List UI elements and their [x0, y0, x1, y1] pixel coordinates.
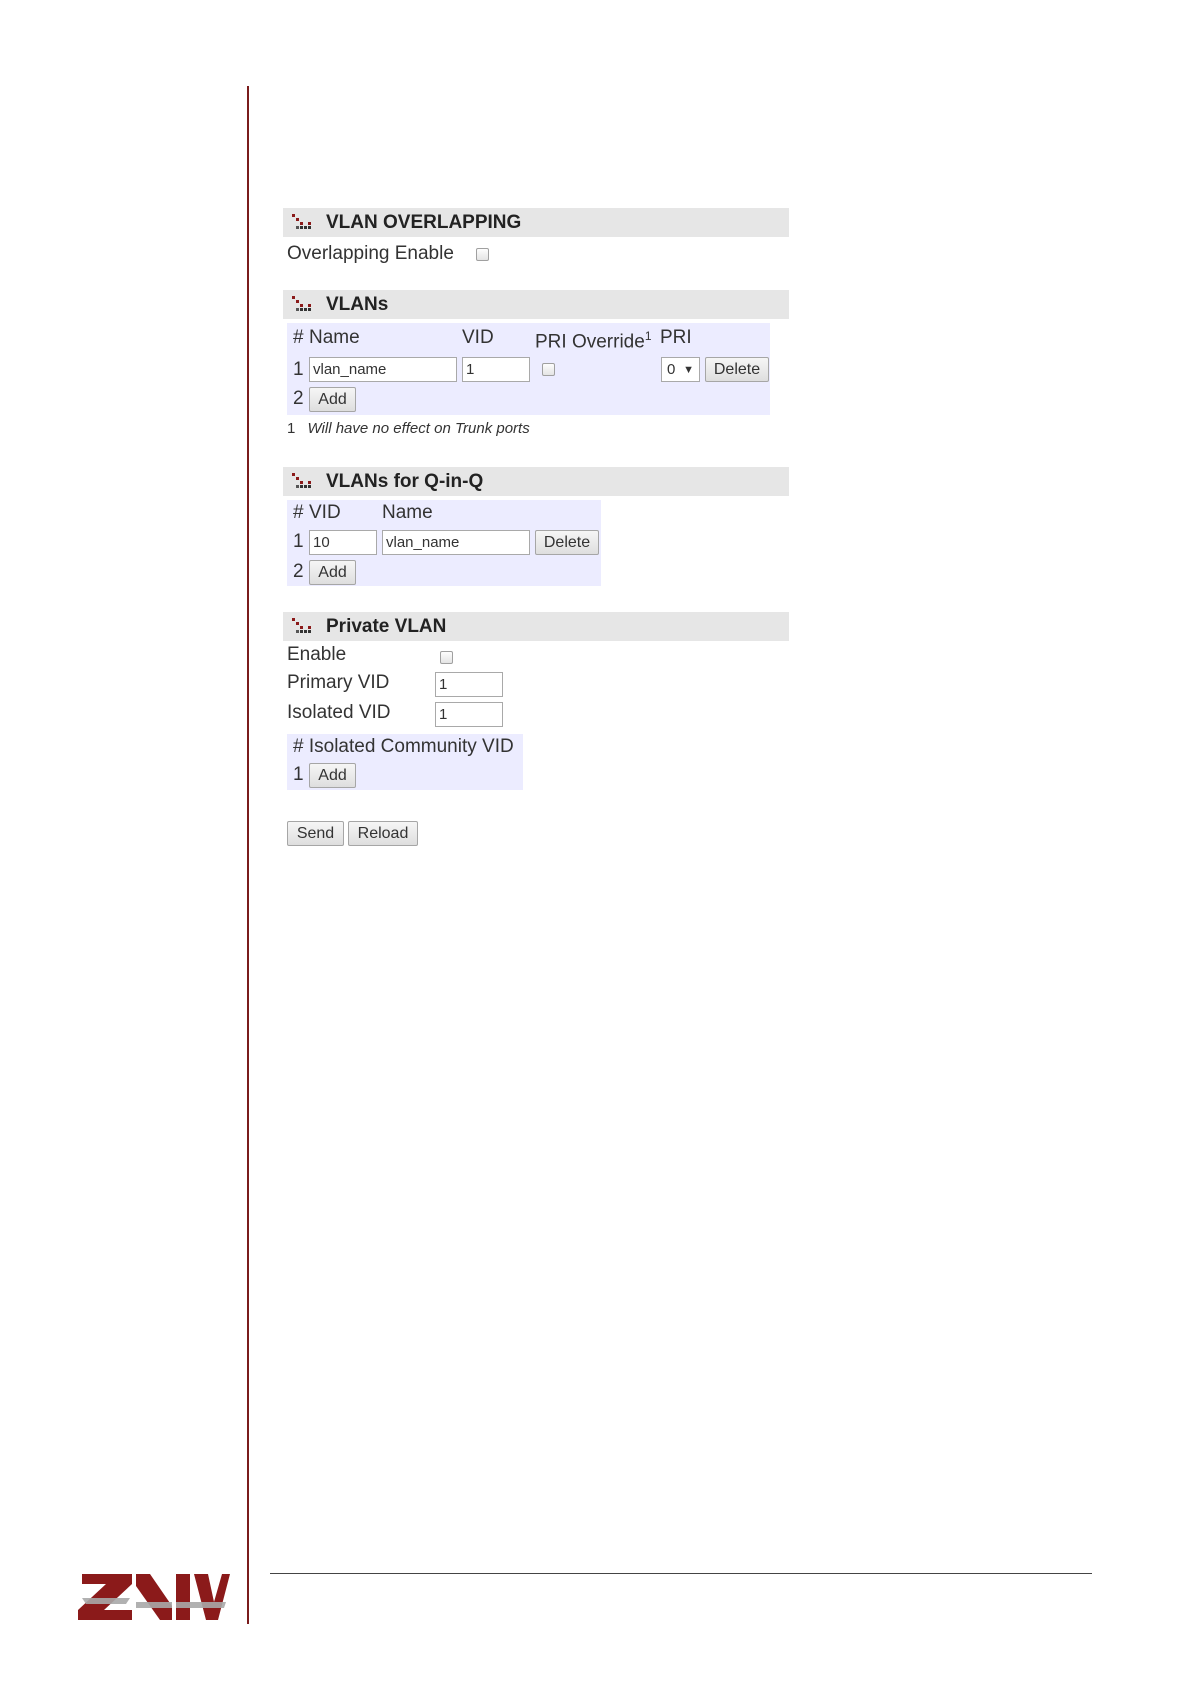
pri-select[interactable]: [661, 357, 700, 382]
row-number: 1: [293, 531, 304, 552]
primary-vid-input[interactable]: 1: [435, 672, 503, 697]
vlan-overlapping-section: [283, 208, 789, 268]
vlans-col-vid: VID: [462, 327, 494, 348]
section-stairs-icon: [291, 472, 315, 492]
vlans-col-hash: #: [293, 327, 304, 348]
chevron-down-icon: ▼: [683, 363, 694, 376]
qinq-col-hash: #: [293, 502, 304, 523]
pri-override-footnote-mark: 1: [644, 329, 652, 343]
qinq-col-vid: VID: [309, 502, 341, 523]
section-stairs-icon: [291, 213, 315, 233]
isolated-vid-label: Isolated VID: [287, 702, 391, 723]
table-row: [287, 356, 770, 384]
qinq-section: [283, 467, 789, 587]
ziv-logo: [76, 1572, 230, 1622]
community-header: # Isolated Community VID: [293, 736, 514, 757]
left-margin-rule: [247, 86, 249, 1624]
overlapping-enable-label: Overlapping Enable: [287, 243, 454, 264]
qinq-name-input[interactable]: vlan_name: [382, 530, 530, 555]
vlan-add-button[interactable]: Add: [309, 387, 356, 412]
table-row: [287, 529, 601, 557]
send-button[interactable]: Send: [287, 821, 344, 846]
private-vlan-header: [283, 612, 789, 641]
primary-vid-label: Primary VID: [287, 672, 390, 693]
vlan-delete-button[interactable]: Delete: [705, 357, 769, 382]
vlan-overlapping-header: [283, 208, 789, 237]
reload-button[interactable]: Reload: [348, 821, 418, 846]
vlans-header: [283, 290, 789, 319]
qinq-header: [283, 467, 789, 496]
private-enable-label: Enable: [287, 644, 347, 665]
add-row: [287, 386, 770, 414]
community-add-button[interactable]: Add: [309, 763, 356, 788]
row-number: 2: [293, 561, 304, 582]
private-enable-checkbox[interactable]: [440, 651, 453, 664]
row-number: 1: [293, 359, 304, 380]
vlans-col-name: Name: [309, 327, 360, 348]
vlans-col-pri: PRI: [660, 327, 692, 348]
row-number: 1: [293, 764, 304, 785]
vlans-title: VLANs: [326, 293, 389, 315]
footnote-number: 1: [287, 420, 296, 437]
overlapping-enable-checkbox[interactable]: [476, 248, 489, 261]
qinq-title: VLANs for Q-in-Q: [326, 470, 484, 492]
vlans-section: [283, 290, 789, 440]
isolated-vid-input[interactable]: 1: [435, 702, 503, 727]
qinq-add-button[interactable]: Add: [309, 560, 356, 585]
qinq-table: [287, 500, 601, 586]
vlans-col-pri-override: PRI Override$^1$: [535, 329, 652, 353]
community-vid-table: [287, 734, 523, 790]
qinq-vid-input[interactable]: 10: [309, 530, 377, 555]
row-number: 2: [293, 388, 304, 409]
add-row: [287, 559, 601, 587]
vlan-vid-input[interactable]: 1: [462, 357, 530, 382]
vlan-name-input[interactable]: vlan_name: [309, 357, 457, 382]
private-vlan-section: [283, 612, 789, 792]
section-stairs-icon: [291, 617, 315, 637]
footnote-text: Will have no effect on Trunk ports: [307, 420, 530, 437]
pri-override-checkbox[interactable]: [542, 363, 555, 376]
qinq-col-name: Name: [382, 502, 433, 523]
pri-select-value: 0: [667, 361, 676, 378]
vlans-table: [287, 323, 770, 415]
qinq-delete-button[interactable]: Delete: [535, 530, 599, 555]
add-row: [287, 762, 523, 790]
vlans-footnote: [287, 420, 530, 437]
footer-rule: [270, 1573, 1092, 1574]
vlan-overlapping-title: VLAN OVERLAPPING: [326, 211, 522, 233]
section-stairs-icon: [291, 295, 315, 315]
private-vlan-title: Private VLAN: [326, 615, 447, 637]
